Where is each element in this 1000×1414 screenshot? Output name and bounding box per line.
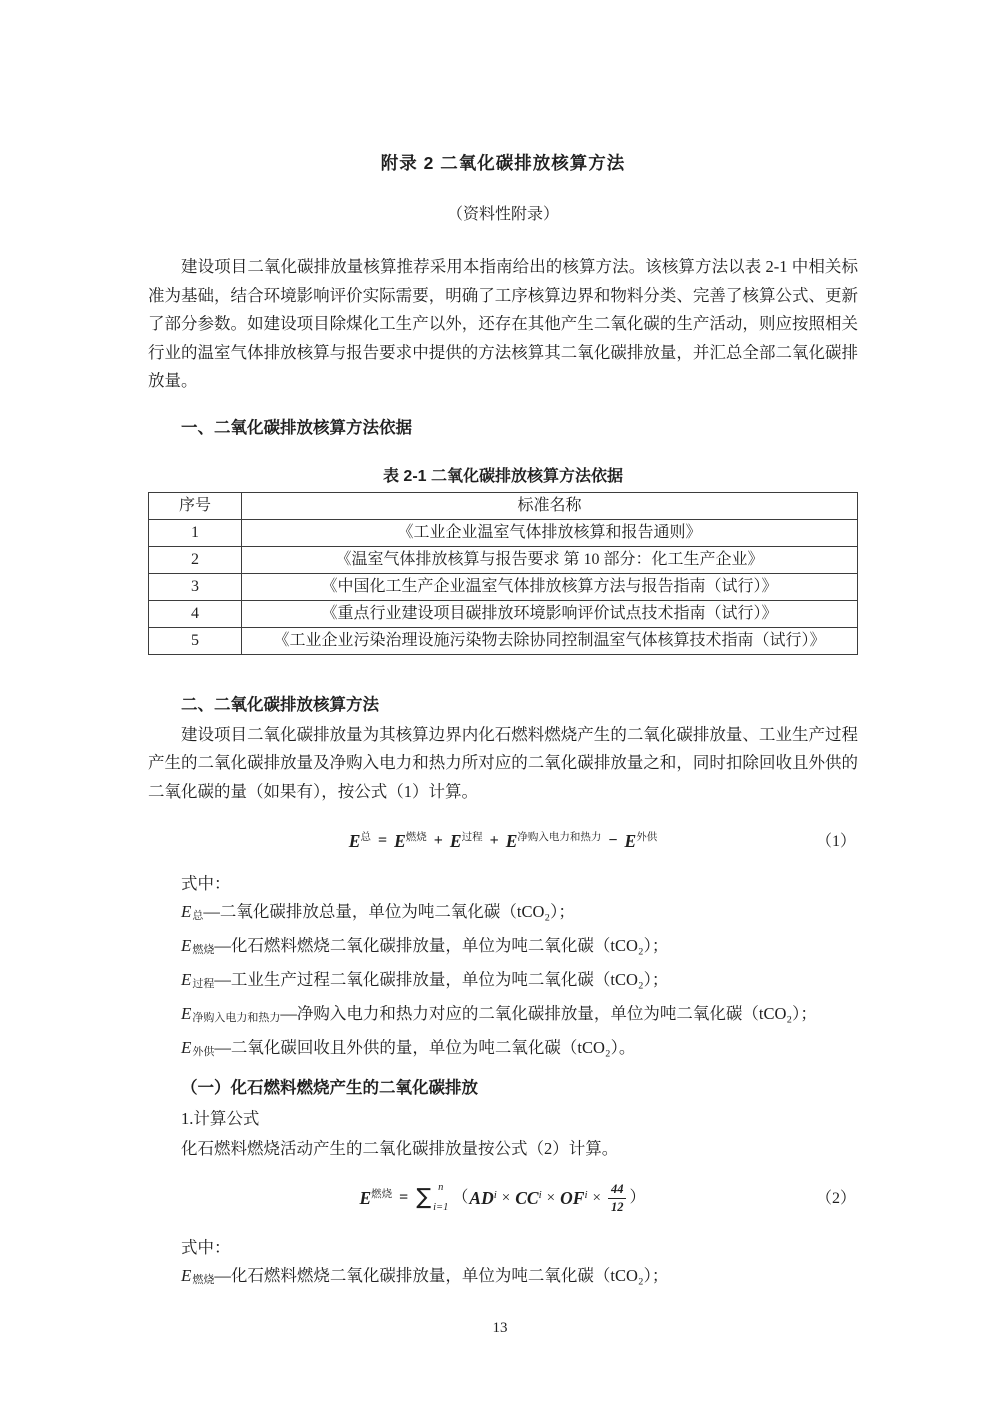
symbol-definition [148,1033,858,1067]
math-var: OF [560,1188,585,1208]
intro-paragraph: 建设项目二氧化碳排放量核算推荐采用本指南给出的核算方法。该核算方法以表 2-1 中相关标准为基础，结合环境影响评价实际需要，明确了工序核算边界和物料分类、完善了核算公式、更新了部分参数。如建设项目除煤化工生产以外，还存在其他产生二氧化碳的生产活动，则应按照相关行业的温室气体排放核算与报告要求中提供的方法核算其二氧化碳排放量，并汇总全部二氧化碳排放量。 [148,257,858,390]
formula-2-number: （2） [815,1189,856,1207]
definition-text: —化石燃料燃烧二氧化碳排放量，单位为吨二氧化碳（tCO₂）； [214,936,669,955]
table-row [149,600,858,627]
open-paren: （ [452,1189,469,1206]
section-2-heading: 二、二氧化碳排放核算方法 [181,695,379,714]
symbol-definition [148,965,858,999]
summation-symbol [416,1181,448,1215]
minus-sign: − [608,832,618,849]
table-row [149,519,858,546]
where-label: 式中： [181,1238,231,1257]
summation-lower-limit: i=1 [433,1201,449,1213]
standard-name: 《温室气体排放核算与报告要求 第 10 部分：化工生产企业》 [242,546,858,573]
row-index: 1 [149,519,242,546]
column-header-index: 序号 [149,492,242,519]
math-subscript: 燃烧 [192,944,215,956]
row-index: 4 [149,600,242,627]
formula-2 [148,1178,858,1219]
table-row [149,627,858,654]
symbol-definition [148,931,858,965]
math-var: E [394,831,406,851]
where-label: 式中： [181,874,231,893]
summation-upper-limit: n [438,1182,444,1193]
math-var: AD [469,1188,494,1208]
plus-sign: + [433,832,443,849]
standard-name: 《工业企业温室气体排放核算和报告通则》 [242,519,858,546]
math-var: E [181,902,192,921]
formula-1 [148,824,858,859]
symbol-definition [148,999,858,1033]
row-index: 3 [149,573,242,600]
subsection-1-heading: （一）化石燃料燃烧产生的二氧化碳排放 [181,1079,478,1097]
row-index: 5 [149,627,242,654]
math-subscript: i [538,1189,542,1201]
math-var: E [181,936,192,955]
table-row [149,573,858,600]
symbol-definition [148,897,858,931]
math-subscript: 外供 [636,832,658,843]
math-var: E [505,831,518,851]
standard-name: 《工业企业污染治理设施污染物去除协同控制温室气体核算技术指南（试行）》 [242,627,858,654]
close-paren: ） [629,1189,646,1206]
standard-name: 《重点行业建设项目碳排放环境影响评价试点技术指南（试行）》 [242,600,858,627]
math-subscript: 过程 [461,832,483,843]
math-var: E [181,1004,192,1023]
table-header-row [149,492,858,519]
math-subscript: 总 [192,910,204,922]
page-title: 附录 2 二氧化碳排放核算方法 [380,153,626,173]
multiply-sign: × [592,1190,601,1206]
math-var: E [359,1188,372,1208]
math-subscript: 净购入电力和热力 [192,1012,281,1024]
math-var: E [181,1266,192,1285]
math-subscript: 燃烧 [192,1274,215,1286]
math-var: E [181,970,192,989]
row-index: 2 [149,546,242,573]
math-subscript: 外供 [192,1046,215,1058]
calc-description: 化石燃料燃烧活动产生的二氧化碳排放量按公式（2）计算。 [181,1139,619,1158]
table-row [149,546,858,573]
multiply-sign: × [501,1190,511,1206]
math-var: E [449,831,462,851]
math-var: E [348,831,361,851]
plus-sign: + [489,832,499,849]
summation-limits [433,1181,448,1215]
math-subscript: i [584,1189,588,1201]
definition-text: —工业生产过程二氧化碳排放量，单位为吨二氧化碳（tCO₂）； [214,970,669,989]
sigma-glyph: ∑ [416,1185,432,1210]
formula-1-expression [349,824,657,858]
equals-sign: = [399,1189,409,1206]
math-subscript: 总 [360,832,371,843]
standard-name: 《中国化工生产企业温室气体排放核算方法与报告指南（试行）》 [242,573,858,600]
math-subscript: 燃烧 [405,832,427,843]
fraction-numerator: 44 [608,1182,627,1199]
math-subscript: 过程 [192,978,215,990]
math-subscript: i [493,1189,497,1201]
calc-formula-label: 1.计算公式 [181,1109,260,1128]
page-subtitle: （资料性附录） [446,206,559,223]
table-2-1-caption: 表 2-1 二氧化碳排放核算方法依据 [382,467,624,485]
definition-text: —净购入电力和热力对应的二氧化碳排放量，单位为吨二氧化碳（tCO₂）； [280,1004,817,1023]
math-var: E [181,1038,192,1057]
section-2-paragraph: 建设项目二氧化碳排放量为其核算边界内化石燃料燃烧产生的二氧化碳排放量、工业生产过程产生的二氧化碳排放量及净购入电力和热力所对应的二氧化碳排放量之和，同时扣除回收且外供的二氧化碳的量（如果有），按公式（1）计算。 [148,724,858,801]
equals-sign: = [377,832,388,849]
definition-text: —二氧化碳排放总量，单位为吨二氧化碳（tCO₂）； [203,902,575,921]
symbol-definition [148,1261,858,1295]
standards-table [148,492,858,655]
math-subscript: 净购入电力和热力 [517,832,602,843]
formula-1-number: （1） [815,832,856,850]
column-header-standard-name: 标准名称 [242,492,858,519]
math-subscript: 燃烧 [371,1189,393,1200]
section-1-heading: 一、二氧化碳排放核算方法依据 [181,418,412,437]
formula-2-expression [359,1178,646,1218]
fraction-44-12 [608,1182,627,1215]
multiply-sign: × [546,1190,556,1206]
fraction-denominator: 12 [610,1199,624,1214]
math-var: E [624,831,637,851]
definition-text: —二氧化碳回收且外供的量，单位为吨二氧化碳（tCO₂）。 [214,1038,636,1057]
math-var: CC [515,1188,539,1208]
page-number: 13 [492,1320,508,1336]
definition-text: —化石燃料燃烧二氧化碳排放量，单位为吨二氧化碳（tCO₂）； [214,1266,669,1285]
